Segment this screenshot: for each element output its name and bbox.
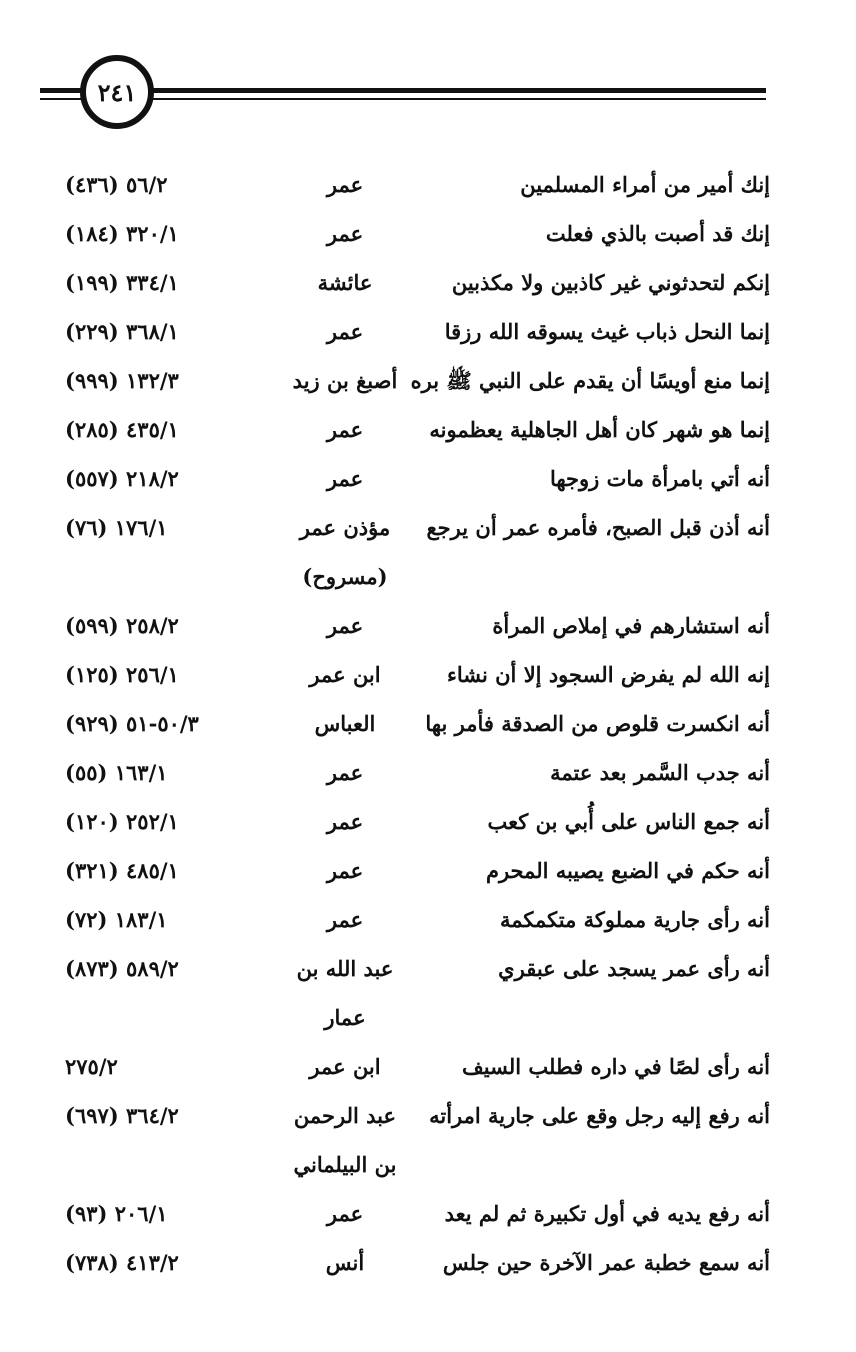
entry-narrator-continued: (مسروح) [302,564,388,589]
index-entry [50,1042,770,1091]
index-entry [50,895,770,944]
entry-narrator: عمر [326,858,364,883]
entry-text: إنما النحل ذباب غيث يسوقه الله رزقا [444,319,770,344]
entry-text: أنه جدب السَّمر بعد عتمة [550,760,770,785]
entry-text: إنكم لتحدثوني غير كاذبين ولا مكذبين [451,270,770,295]
entry-narrator: عمر [326,1201,364,1226]
index-entry [50,797,770,846]
entry-reference: ٤٣٥/١ (٢٨٥) [65,417,179,442]
entry-reference: ٣٦٨/١ (٢٢٩) [65,319,179,344]
index-entry [50,1091,770,1140]
entry-reference: ٥٨٩/٢ (٨٧٣) [65,956,179,981]
entry-narrator: عمر [326,466,364,491]
page-number: ٢٤١ [80,55,154,129]
entry-reference: ١٨٣/١ (٧٢) [65,907,168,932]
index-table [50,160,770,1287]
index-entry-continuation [50,1140,770,1189]
entry-reference: ١٧٦/١ (٧٦) [65,515,168,540]
index-entry [50,601,770,650]
entry-reference: ٤٨٥/١ (٣٢١) [65,858,179,883]
entry-reference: ٣٢٠/١ (١٨٤) [65,221,179,246]
entry-reference: ٢٥٦/١ (١٢٥) [65,662,179,687]
entry-text: إنك أمير من أمراء المسلمين [520,172,770,197]
entry-reference: ٣٦٤/٢ (٦٩٧) [65,1103,179,1128]
entry-reference: ١٦٣/١ (٥٥) [65,760,168,785]
entry-text: أنه سمع خطبة عمر الآخرة حين جلس [442,1250,770,1275]
entry-reference: ١٣٢/٣ (٩٩٩) [65,368,179,393]
index-entry [50,356,770,405]
entry-reference: ٢١٨/٢ (٥٥٧) [65,466,179,491]
index-entry [50,258,770,307]
entry-reference: ٢٠٦/١ (٩٣) [65,1201,168,1226]
entry-narrator: عمر [326,221,364,246]
index-entry [50,846,770,895]
index-entry [50,699,770,748]
index-entry [50,1189,770,1238]
entry-narrator: عمر [326,613,364,638]
index-entry [50,1238,770,1287]
entry-text: أنه حكم في الضبع يصيبه المحرم [485,858,770,883]
entry-text: إنما هو شهر كان أهل الجاهلية يعظمونه [429,417,770,442]
index-entry [50,307,770,356]
index-entry-continuation [50,552,770,601]
entry-narrator: عبد الرحمن [293,1103,397,1128]
entry-narrator: مؤذن عمر [299,515,391,540]
entry-text: أنه أتي بامرأة مات زوجها [549,466,770,491]
entry-text: أنه رأى جارية مملوكة متكمكمة [500,907,770,932]
entry-narrator: عمر [326,319,364,344]
entry-narrator: عمر [326,907,364,932]
entry-reference: ٢٧٥/٢ [65,1054,118,1079]
entry-narrator: عبد الله بن [296,956,394,981]
index-entry [50,209,770,258]
index-entry [50,405,770,454]
entry-text: أنه رفع يديه في أول تكبيرة ثم لم يعد [444,1201,770,1226]
entry-narrator: أصبغ بن زيد [292,368,398,393]
entry-narrator: عمر [326,809,364,834]
entry-reference: ٣٣٤/١ (١٩٩) [65,270,179,295]
entry-reference: ٥٠/٣-٥١ (٩٢٩) [65,711,199,736]
entry-narrator: عمر [326,760,364,785]
page-header [0,0,856,140]
entry-narrator: العباس [314,711,376,736]
index-entry [50,160,770,209]
index-entry [50,748,770,797]
entry-narrator: عمر [326,417,364,442]
index-entry [50,650,770,699]
entry-reference: ٤١٣/٢ (٧٣٨) [65,1250,179,1275]
entry-narrator: ابن عمر [309,662,381,687]
entry-reference: ٢٥٨/٢ (٥٩٩) [65,613,179,638]
entry-reference: ٥٦/٢ (٤٣٦) [65,172,168,197]
entry-text: أنه أذن قبل الصبح، فأمره عمر أن يرجع [426,515,770,540]
entry-narrator-continued: بن البيلماني [293,1152,397,1177]
entry-narrator-continued: عمار [324,1005,366,1030]
index-entry [50,944,770,993]
entry-narrator: أنس [325,1250,365,1275]
entry-narrator: عمر [326,172,364,197]
entry-text: إنه الله لم يفرض السجود إلا أن نشاء [446,662,770,687]
entry-text: إنك قد أصبت بالذي فعلت [545,221,770,246]
entry-text: أنه رفع إليه رجل وقع على جارية امرأته [429,1103,770,1128]
entry-text: أنه استشارهم في إملاص المرأة [492,613,770,638]
entry-text: أنه رأى لصًا في داره فطلب السيف [462,1054,770,1079]
entry-text: إنما منع أويسًا أن يقدم على النبي ﷺ بره [410,368,770,393]
index-entry [50,503,770,552]
entry-narrator: ابن عمر [309,1054,381,1079]
index-entry-continuation [50,993,770,1042]
entry-text: أنه انكسرت قلوص من الصدقة فأمر بها [425,711,770,736]
entry-narrator: عائشة [317,270,373,295]
entry-text: أنه جمع الناس على أُبي بن كعب [487,809,770,834]
index-entry [50,454,770,503]
entry-reference: ٢٥٢/١ (١٢٠) [65,809,179,834]
entry-text: أنه رأى عمر يسجد على عبقري [498,956,770,981]
